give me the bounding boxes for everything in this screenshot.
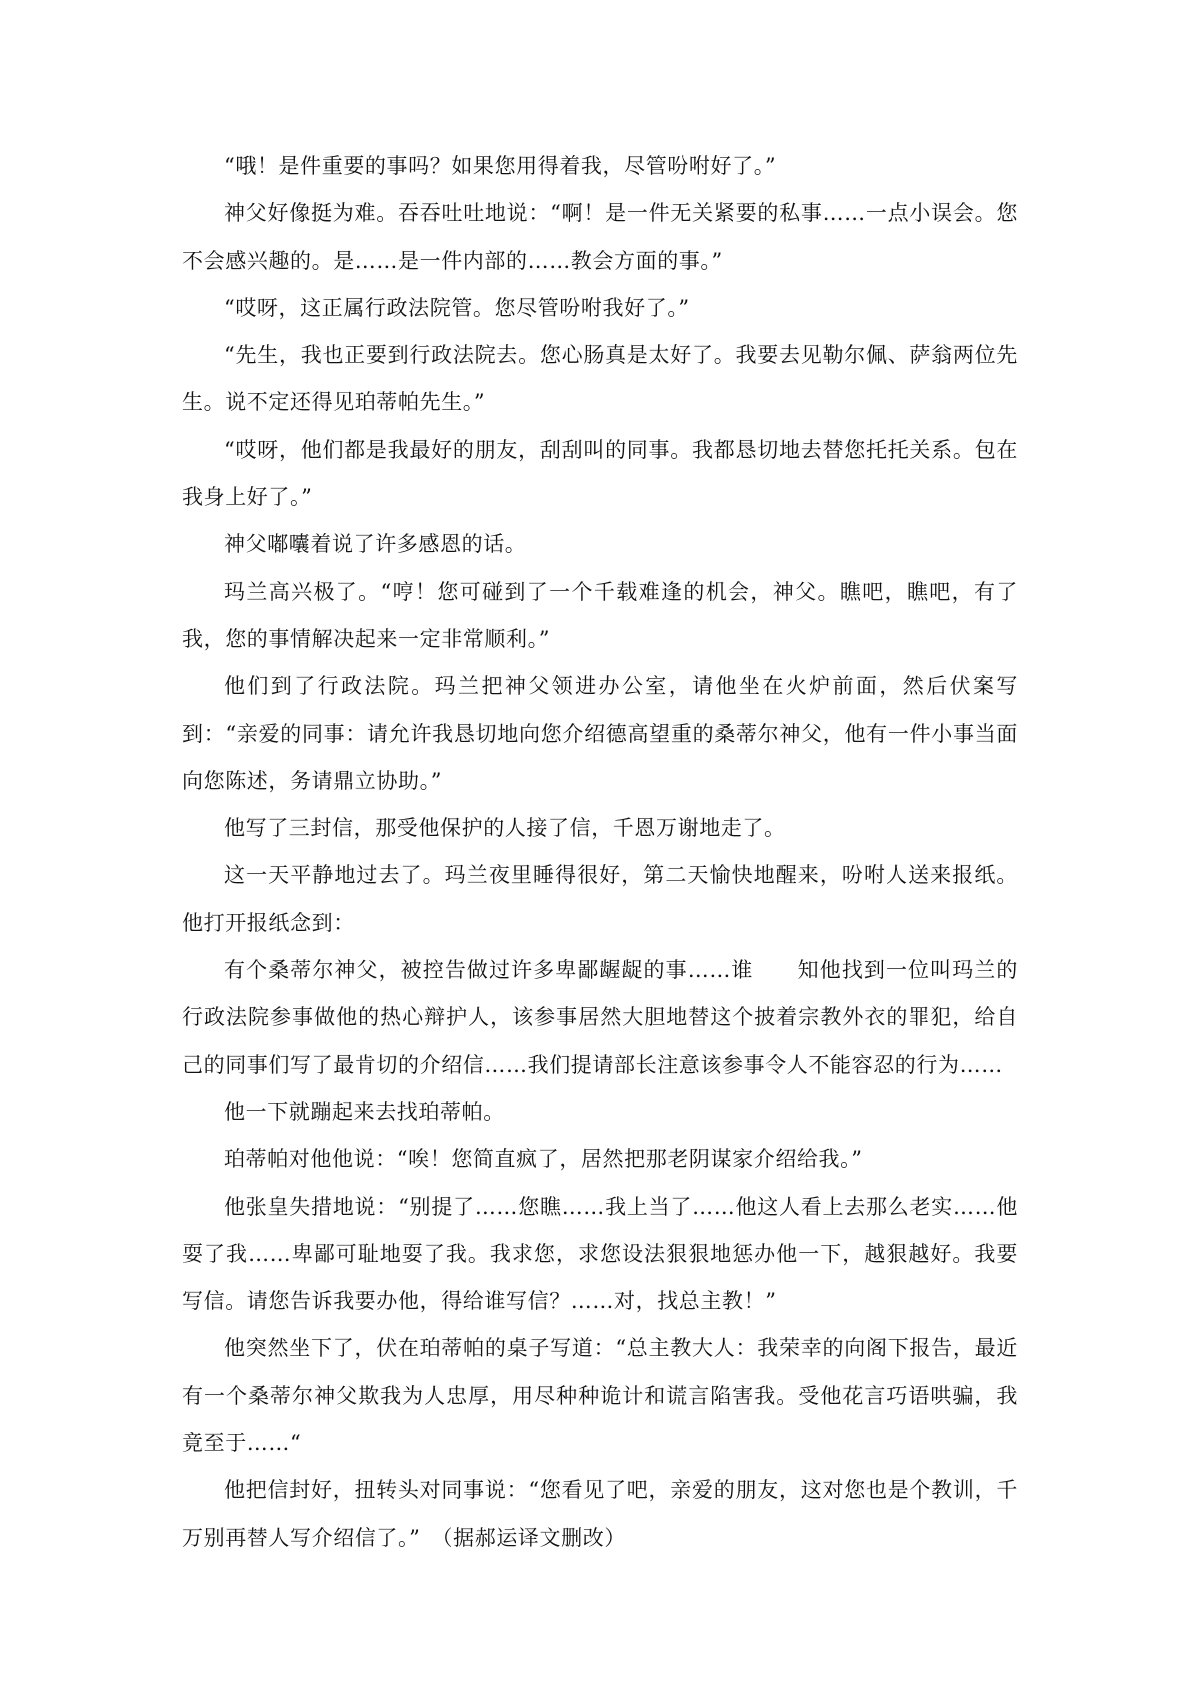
paragraph: 他写了三封信，那受他保护的人接了信，千恩万谢地走了。 [224,816,786,841]
paragraph: 神父好像挺为难。吞吞吐吐地说：“啊！是一件无关紧要的私事……一点小误会。您不会感兴趣的。是……是一件内部的……教会方面的事。” [182,201,1018,273]
paragraph: 他们到了行政法院。玛兰把神父领进办公室，请他坐在火炉前面，然后伏案写到：“亲爱的同事：请允许我恳切地向您介绍德高望重的桑蒂尔神父，他有一件小事当面向您陈述，务请鼎立协助。” [182,674,1018,793]
paragraph: 他张皇失措地说：“别提了……您瞧……我上当了……他这人看上去那么老实……他耍了我……卑鄙可耻地耍了我。我求您，求您设法狠狠地惩办他一下，越狠越好。我要写信。请您告诉我要办他，得给谁写信？……对，找总主教！” [182,1194,1018,1314]
paragraph: 珀蒂帕对他他说：“唉！您简直疯了，居然把那老阴谋家介绍给我。” [224,1147,863,1172]
paragraph: 他把信封好，扭转头对同事说：“您看见了吧，亲爱的朋友，这对您也是个教训，千万别再替人写介绍信了。” （据郝运译文删改） [182,1478,1018,1550]
paragraph: 神父嘟囔着说了许多感恩的话。 [224,532,527,557]
paragraph: “先生，我也正要到行政法院去。您心肠真是太好了。我要去见勒尔佩、萨翁两位先生。说不定还得见珀蒂帕先生。” [182,343,1018,415]
paragraph: 这一天平静地过去了。玛兰夜里睡得很好，第二天愉快地醒来，吩咐人送来报纸。他打开报纸念到： [182,863,1018,935]
paragraph: 他一下就蹦起来去找珀蒂帕。 [224,1099,505,1124]
document-body [182,143,1018,1562]
paragraph: 有个桑蒂尔神父，被控告做过许多卑鄙龌龊的事……谁 知他找到一位叫玛兰的行政法院参事做他的热心辩护人，该参事居然大胆地替这个披着宗教外衣的罪犯，给自己的同事们写了最肯切的介绍信……我们提请部长注意该参事令人不能容忍的行为…… [182,958,1018,1077]
paragraph: “哎呀，他们都是我最好的朋友，刮刮叫的同事。我都恳切地去替您托托关系。包在我身上好了。” [182,437,1018,510]
paragraph: 他突然坐下了，伏在珀蒂帕的桌子写道：“总主教大人：我荣幸的向阁下报告，最近有一个桑蒂尔神父欺我为人忠厚，用尽种种诡计和谎言陷害我。受他花言巧语哄骗，我竟至于……“ [182,1336,1018,1456]
paragraph: “哎呀，这正属行政法院管。您尽管吩咐我好了。” [224,295,690,320]
paragraph: 玛兰高兴极了。“哼！您可碰到了一个千载难逢的机会，神父。瞧吧，瞧吧，有了我，您的事情解决起来一定非常顺利。” [182,579,1018,651]
paragraph: “哦！是件重要的事吗？如果您用得着我，尽管吩咐好了。” [224,154,777,178]
